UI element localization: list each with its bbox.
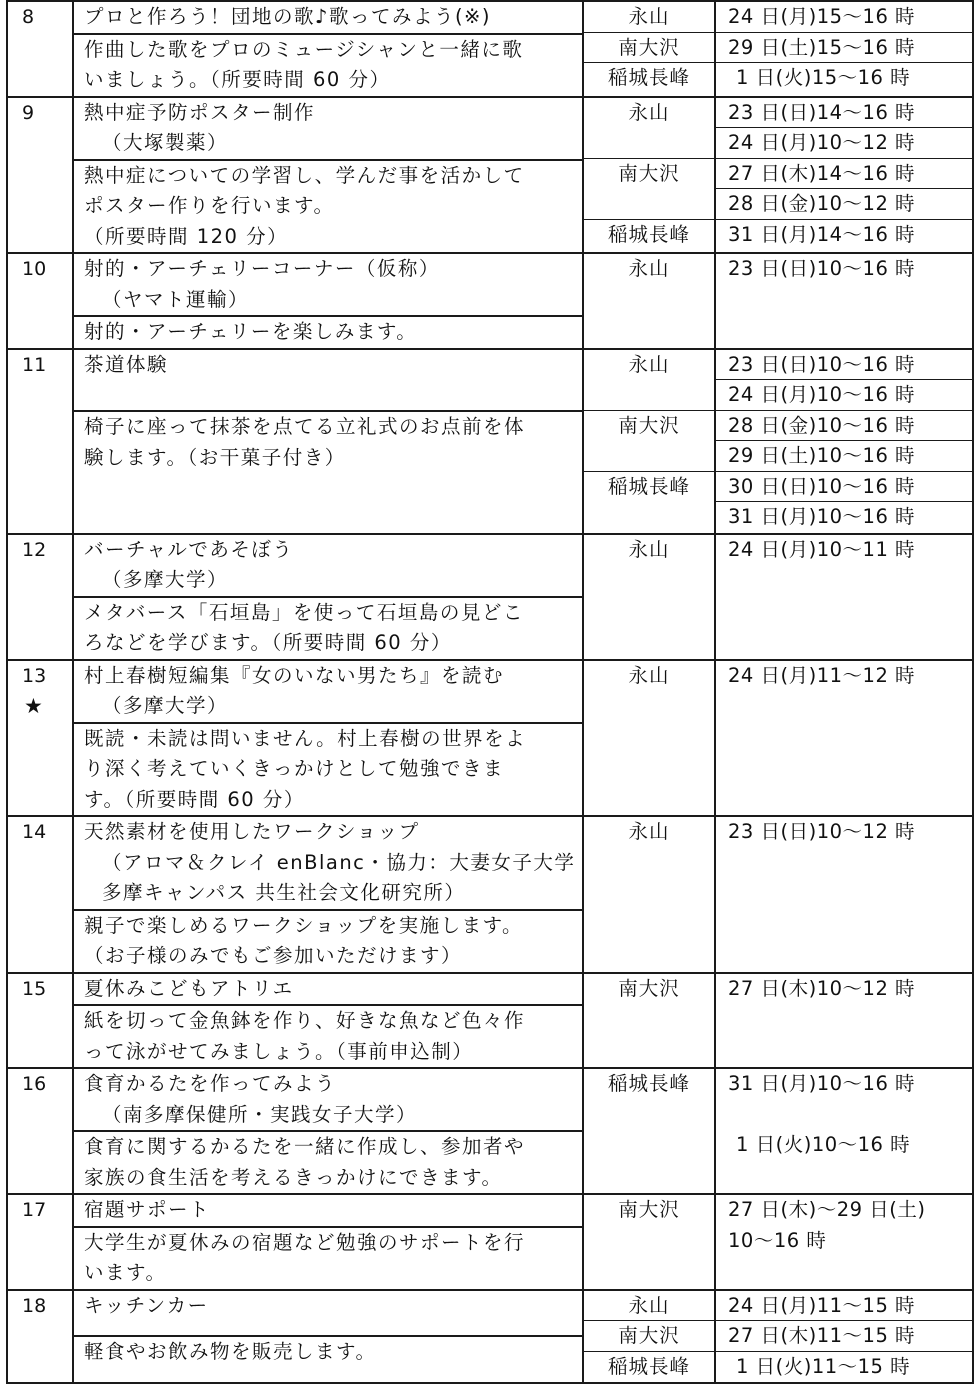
event-locations: [583, 660, 715, 817]
event-description-line: 椅子に座って抹茶を点てる立礼式のお点前を体: [84, 415, 526, 439]
event-row: [7, 1068, 973, 1131]
location-label: 永山: [584, 1291, 714, 1322]
date-entry: 28 日(金)10～12 時: [716, 189, 972, 220]
event-number-text: 15: [22, 977, 47, 1000]
event-description-line: （お子様のみでもご参加いただけます）: [84, 944, 463, 967]
event-dates: [715, 1068, 973, 1194]
event-organizer-line: （多摩大学）: [102, 568, 229, 591]
event-row: [7, 349, 973, 412]
location-label: 稲城長峰: [607, 474, 690, 498]
event-locations: [583, 973, 715, 1069]
date-entry: 24 日(月)11～15 時: [716, 1291, 972, 1322]
event-description-line: メタバース「石垣島」を使って石垣島の見どこ: [84, 600, 524, 624]
event-title: [73, 97, 583, 160]
event-number: [7, 1194, 73, 1290]
event-description: [73, 316, 583, 349]
date-entry: 10～16 時: [728, 1228, 827, 1252]
event-description-line: （所要時間 120 分）: [84, 224, 289, 248]
event-description: [73, 597, 583, 660]
location-label: 稲城長峰: [607, 1354, 690, 1378]
date-entry: [716, 1100, 972, 1131]
event-description-line: います。: [84, 1261, 167, 1284]
event-description-line: いましょう。（所要時間 60 分）: [84, 68, 391, 91]
event-number: [7, 97, 73, 254]
date-list: [716, 1069, 972, 1161]
location-label: 永山: [628, 257, 670, 280]
date-list: [716, 817, 972, 848]
event-description: [73, 1131, 583, 1194]
event-description-line: って泳がせてみましょう。（事前申込制）: [84, 1039, 474, 1063]
date-entry: 27 日(木)11～15 時: [716, 1321, 972, 1352]
location-label: 永山: [628, 663, 670, 687]
event-description-line: 既読・未読は問いません。村上春樹の世界をよ: [84, 726, 527, 750]
date-entry: 24 日(月)10～12 時: [716, 128, 972, 159]
event-description: [73, 1005, 583, 1068]
event-dates: [715, 1290, 973, 1384]
location-list: [584, 1069, 714, 1161]
event-organizer-line: （大塚製薬）: [102, 131, 229, 154]
featured-star-icon: ★: [24, 694, 43, 718]
event-row: [7, 973, 973, 1006]
event-title: [73, 253, 583, 316]
event-locations: [583, 1290, 715, 1384]
event-dates: [715, 1194, 973, 1290]
event-description: [73, 1227, 583, 1290]
event-number: [7, 253, 73, 349]
event-title-line: 食育かるたを作ってみよう: [84, 1072, 337, 1095]
event-description: [73, 160, 583, 254]
event-title-line: キッチンカー: [84, 1293, 209, 1317]
event-number-text: 16: [22, 1073, 47, 1095]
event-locations: [583, 349, 715, 534]
location-label: 永山: [584, 98, 714, 159]
event-organizer-line: （ヤマト運輸）: [102, 287, 250, 311]
date-entry: 23 日(日)14～16 時: [716, 98, 972, 129]
event-title: [73, 660, 583, 723]
location-label: 南大沢: [618, 1198, 680, 1221]
event-description-line: ろなどを学びます。（所要時間 60 分）: [84, 631, 452, 654]
event-description-line: 軽食やお飲み物を販売します。: [84, 1340, 377, 1364]
event-description-line: 作曲した歌をプロのミュージシャンと一緒に歌: [84, 37, 524, 61]
event-title-line: 宿題サポート: [84, 1198, 211, 1221]
event-title: [73, 349, 583, 412]
date-entry: 23 日(日)10～16 時: [728, 257, 916, 280]
location-list: [584, 2, 714, 94]
event-number-text: 12: [22, 538, 47, 561]
event-locations: [583, 816, 715, 973]
event-title: [73, 816, 583, 910]
event-dates: [715, 816, 973, 973]
date-entry: 27 日(木)～29 日(土): [728, 1198, 926, 1221]
event-row: [7, 1, 973, 34]
date-entry: 30 日(日)10～16 時: [716, 472, 972, 503]
event-description-line: 紙を切って金魚鉢を作り、好きな魚など色々作: [84, 1009, 526, 1032]
date-entry: 23 日(日)10～16 時: [716, 350, 972, 381]
event-description-line: 家族の食生活を考えるきっかけにできます。: [84, 1165, 503, 1189]
date-entry: 31 日(月)10～16 時: [728, 1072, 916, 1095]
date-list: [716, 350, 972, 533]
date-entry: 1 日(火)15～16 時: [736, 66, 911, 89]
date-list: [716, 98, 972, 251]
event-title-line: 夏休みこどもアトリエ: [84, 976, 294, 1000]
date-entry: 31 日(月)14～16 時: [728, 222, 916, 246]
date-entry: 31 日(月)10～16 時: [728, 505, 916, 528]
location-list: [584, 1291, 714, 1383]
event-title-line: プロと作ろう！団地の歌♪歌ってみよう(※): [84, 5, 491, 28]
event-row: [7, 97, 973, 160]
location-list: [584, 817, 714, 848]
event-schedule-table: [6, 0, 974, 1384]
event-title: [73, 1290, 583, 1337]
date-entry: 28 日(金)10～16 時: [716, 411, 972, 442]
location-label: 南大沢: [584, 33, 714, 64]
event-title: [73, 534, 583, 597]
event-number-text: 17: [22, 1199, 47, 1221]
event-description: [73, 723, 583, 817]
location-label: 永山: [584, 2, 714, 33]
event-description-line: り深く考えていくきっかけとして勉強できま: [84, 757, 505, 780]
event-locations: [583, 253, 715, 349]
event-dates: [715, 973, 973, 1069]
event-number: [7, 1, 73, 97]
event-number: [7, 1290, 73, 1384]
event-title-line: 茶道体験: [84, 352, 169, 376]
date-list: [716, 661, 972, 692]
event-title-line: 射的・アーチェリーコーナー（仮称）: [84, 257, 440, 280]
date-entry: 29 日(土)15～16 時: [716, 33, 972, 64]
location-label: 南大沢: [618, 976, 680, 1000]
event-organizer-line: （南多摩保健所・実践女子大学）: [102, 1102, 418, 1126]
location-label: 稲城長峰: [607, 66, 690, 89]
event-description-line: 射的・アーチェリーを楽しみます。: [84, 320, 418, 343]
event-title-line: 熱中症予防ポスター制作: [84, 100, 316, 124]
location-label: 永山: [628, 820, 670, 843]
event-description: [73, 411, 583, 533]
event-dates: [715, 97, 973, 254]
location-list: [584, 974, 714, 1005]
event-locations: [583, 97, 715, 254]
event-row: [7, 253, 973, 316]
event-number: [7, 1068, 73, 1194]
event-dates: [715, 1, 973, 97]
event-number-text: 13: [22, 664, 47, 687]
event-description-line: 親子で楽しめるワークショップを実施します。: [84, 913, 524, 937]
event-description-line: 熱中症についての学習し、学んだ事を活かして: [84, 163, 525, 187]
event-number-text: 8: [22, 6, 35, 28]
event-dates: [715, 253, 973, 349]
date-entry: 24 日(月)15～16 時: [716, 2, 972, 33]
event-row: [7, 660, 973, 723]
event-row: [7, 1194, 973, 1227]
date-entry: 29 日(土)10～16 時: [716, 441, 972, 472]
location-label: 稲城長峰: [607, 1072, 690, 1095]
date-entry: 27 日(木)14～16 時: [716, 159, 972, 190]
location-label: 南大沢: [584, 411, 714, 472]
event-organizer-line: （多摩大学）: [102, 694, 229, 717]
date-list: [716, 254, 972, 285]
date-entry: 1 日(火)10～16 時: [736, 1133, 911, 1156]
event-locations: [583, 534, 715, 660]
location-label: 永山: [628, 537, 670, 561]
event-number: [7, 816, 73, 973]
date-list: [716, 974, 972, 1005]
event-number: [7, 349, 73, 534]
event-dates: [715, 660, 973, 817]
event-row: [7, 534, 973, 597]
date-entry: 23 日(日)10～12 時: [728, 820, 916, 843]
event-locations: [583, 1, 715, 97]
event-number-text: 14: [22, 821, 47, 843]
date-list: [716, 1195, 972, 1256]
event-dates: [715, 349, 973, 534]
event-description: [73, 910, 583, 973]
event-title-line: 村上春樹短編集『女のいない男たち』を読む: [84, 663, 505, 687]
event-title-line: バーチャルであそぼう: [84, 537, 294, 561]
location-list: [584, 350, 714, 533]
date-list: [716, 1291, 972, 1383]
event-title: [73, 973, 583, 1006]
event-description-line: す。（所要時間 60 分）: [84, 787, 305, 811]
schedule-body: [7, 1, 973, 1383]
location-label: 稲城長峰: [607, 222, 690, 246]
location-list: [584, 98, 714, 251]
location-label: 南大沢: [584, 1321, 714, 1352]
location-label: 南大沢: [584, 159, 714, 220]
event-number-text: 11: [22, 353, 47, 376]
event-title: [73, 1, 583, 34]
event-title: [73, 1068, 583, 1131]
event-number-text: 9: [22, 101, 35, 124]
event-locations: [583, 1194, 715, 1290]
location-list: [584, 254, 714, 285]
event-number-text: 10: [22, 258, 47, 280]
event-title-line: 天然素材を使用したワークショップ: [84, 820, 420, 843]
event-description-line: 食育に関するかるたを一緒に作成し、参加者や: [84, 1135, 526, 1158]
event-description-line: ポスター作りを行います。: [84, 194, 335, 217]
event-locations: [583, 1068, 715, 1194]
date-entry: 24 日(月)10～16 時: [716, 380, 972, 411]
location-list: [584, 661, 714, 692]
event-organizer-line: （アロマ＆クレイ enBlanc・協力：大妻女子大学: [102, 850, 576, 874]
event-description-line: 験します。（お干菓子付き）: [84, 445, 346, 469]
date-entry: 27 日(木)10～12 時: [728, 976, 916, 1000]
event-dates: [715, 534, 973, 660]
event-description-line: 大学生が夏休みの宿題など勉強のサポートを行: [84, 1230, 526, 1254]
event-row: [7, 1290, 973, 1337]
event-description: [73, 34, 583, 97]
location-label: 永山: [584, 350, 714, 411]
event-description: [73, 1336, 583, 1383]
location-list: [584, 535, 714, 566]
date-entry: 24 日(月)10～11 時: [728, 537, 916, 561]
event-organizer-line: 多摩キャンパス 共生社会文化研究所）: [102, 881, 466, 904]
date-list: [716, 535, 972, 566]
event-number: [7, 534, 73, 660]
date-entry: 1 日(火)11～15 時: [736, 1354, 911, 1378]
date-entry: 24 日(月)11～12 時: [728, 663, 916, 687]
event-number-text: 18: [22, 1294, 47, 1317]
event-number: [7, 660, 73, 817]
event-number: [7, 973, 73, 1069]
event-title: [73, 1194, 583, 1227]
location-list: [584, 1195, 714, 1256]
date-list: [716, 2, 972, 94]
event-row: [7, 816, 973, 910]
